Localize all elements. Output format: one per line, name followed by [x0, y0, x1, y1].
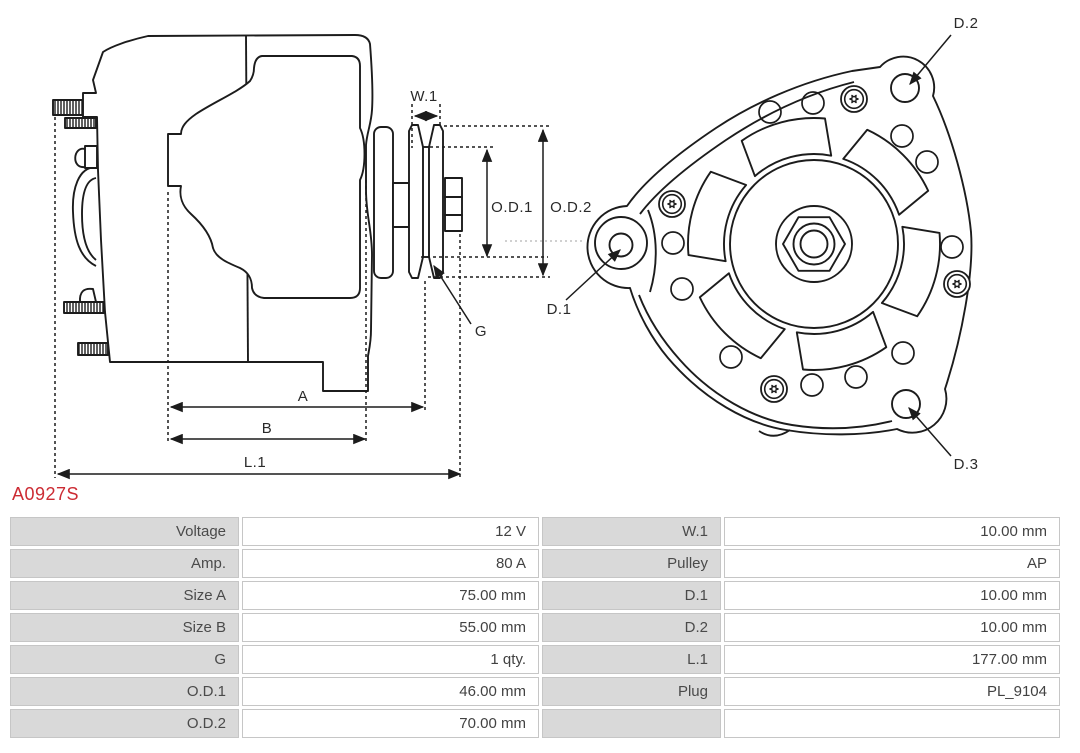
spec-label-cell-6 [542, 709, 721, 738]
label-l1: L.1 [243, 454, 267, 471]
spec-label-cell-2: Size A [10, 581, 239, 610]
spec-value-cell-3: 55.00 mm [242, 613, 539, 642]
label-d3: D.3 [953, 456, 979, 473]
spec-label-cell-3: Size B [10, 613, 239, 642]
shaft-washer-1 [445, 178, 462, 197]
label-d1: D.1 [546, 301, 572, 318]
pulley-flange-left [409, 125, 423, 278]
spec-label-cell-1: Amp. [10, 549, 239, 578]
spec-value-cell-6 [724, 709, 1060, 738]
rear-terminal-knob [75, 149, 85, 167]
label-d2: D.2 [953, 15, 979, 32]
spec-value-cell-5: 46.00 mm [242, 677, 539, 706]
mount-hole-d3 [892, 390, 920, 418]
bolt-thread-bottom [78, 343, 108, 355]
label-od1: O.D.1 [491, 199, 533, 216]
spec-value-cell-2: 75.00 mm [242, 581, 539, 610]
bolt-thread-top [53, 100, 83, 115]
shaft-washer-3 [445, 215, 462, 231]
front-view-drawing [587, 57, 971, 436]
label-a: A [297, 388, 309, 405]
side-view-drawing [53, 35, 462, 391]
front-boss [374, 127, 393, 278]
spec-value-cell-0: 12 V [242, 517, 539, 546]
spec-label-cell-2: D.1 [542, 581, 721, 610]
spec-label-cell-1: Pulley [542, 549, 721, 578]
spec-value-cell-2: 10.00 mm [724, 581, 1060, 610]
spec-label-cell-4: L.1 [542, 645, 721, 674]
spec-label-cell-5: Plug [542, 677, 721, 706]
spec-table [10, 517, 1060, 738]
bottom-screw-bump [759, 430, 790, 436]
spec-value-cell-6: 70.00 mm [242, 709, 539, 738]
rear-foot-bump [80, 289, 96, 302]
spec-value-cell-3: 10.00 mm [724, 613, 1060, 642]
spec-label-cell-5: O.D.1 [10, 677, 239, 706]
leader-g [434, 266, 471, 324]
torx-screw [841, 86, 867, 112]
bolt-thread-lower [64, 302, 104, 313]
torx-screw [761, 376, 787, 402]
pulley-flange-right [429, 125, 443, 278]
bolt-thread-upper [65, 118, 96, 128]
label-w1: W.1 [410, 88, 438, 105]
spec-value-cell-1: 80 A [242, 549, 539, 578]
spec-value-cell-1: AP [724, 549, 1060, 578]
mount-hole-d1 [610, 234, 633, 257]
rear-cover-profile [73, 167, 96, 266]
spec-label-cell-0: Voltage [10, 517, 239, 546]
label-g: G [474, 323, 488, 340]
spec-value-cell-4: 177.00 mm [724, 645, 1060, 674]
spec-value-cell-0: 10.00 mm [724, 517, 1060, 546]
torx-screw [659, 191, 685, 217]
spec-value-cell-4: 1 qty. [242, 645, 539, 674]
rear-terminal-body [85, 146, 97, 168]
torx-screw [944, 271, 970, 297]
rear-cover-inner-profile [82, 178, 96, 260]
spec-label-cell-0: W.1 [542, 517, 721, 546]
spec-label-cell-4: G [10, 645, 239, 674]
spec-label-cell-3: D.2 [542, 613, 721, 642]
label-od2: O.D.2 [550, 199, 592, 216]
shaft-step [393, 183, 409, 227]
spec-label-cell-6: O.D.2 [10, 709, 239, 738]
spec-value-cell-5: PL_9104 [724, 677, 1060, 706]
shaft-washer-2 [445, 197, 462, 215]
label-b: B [261, 420, 273, 437]
part-code: A0927S [12, 484, 80, 504]
